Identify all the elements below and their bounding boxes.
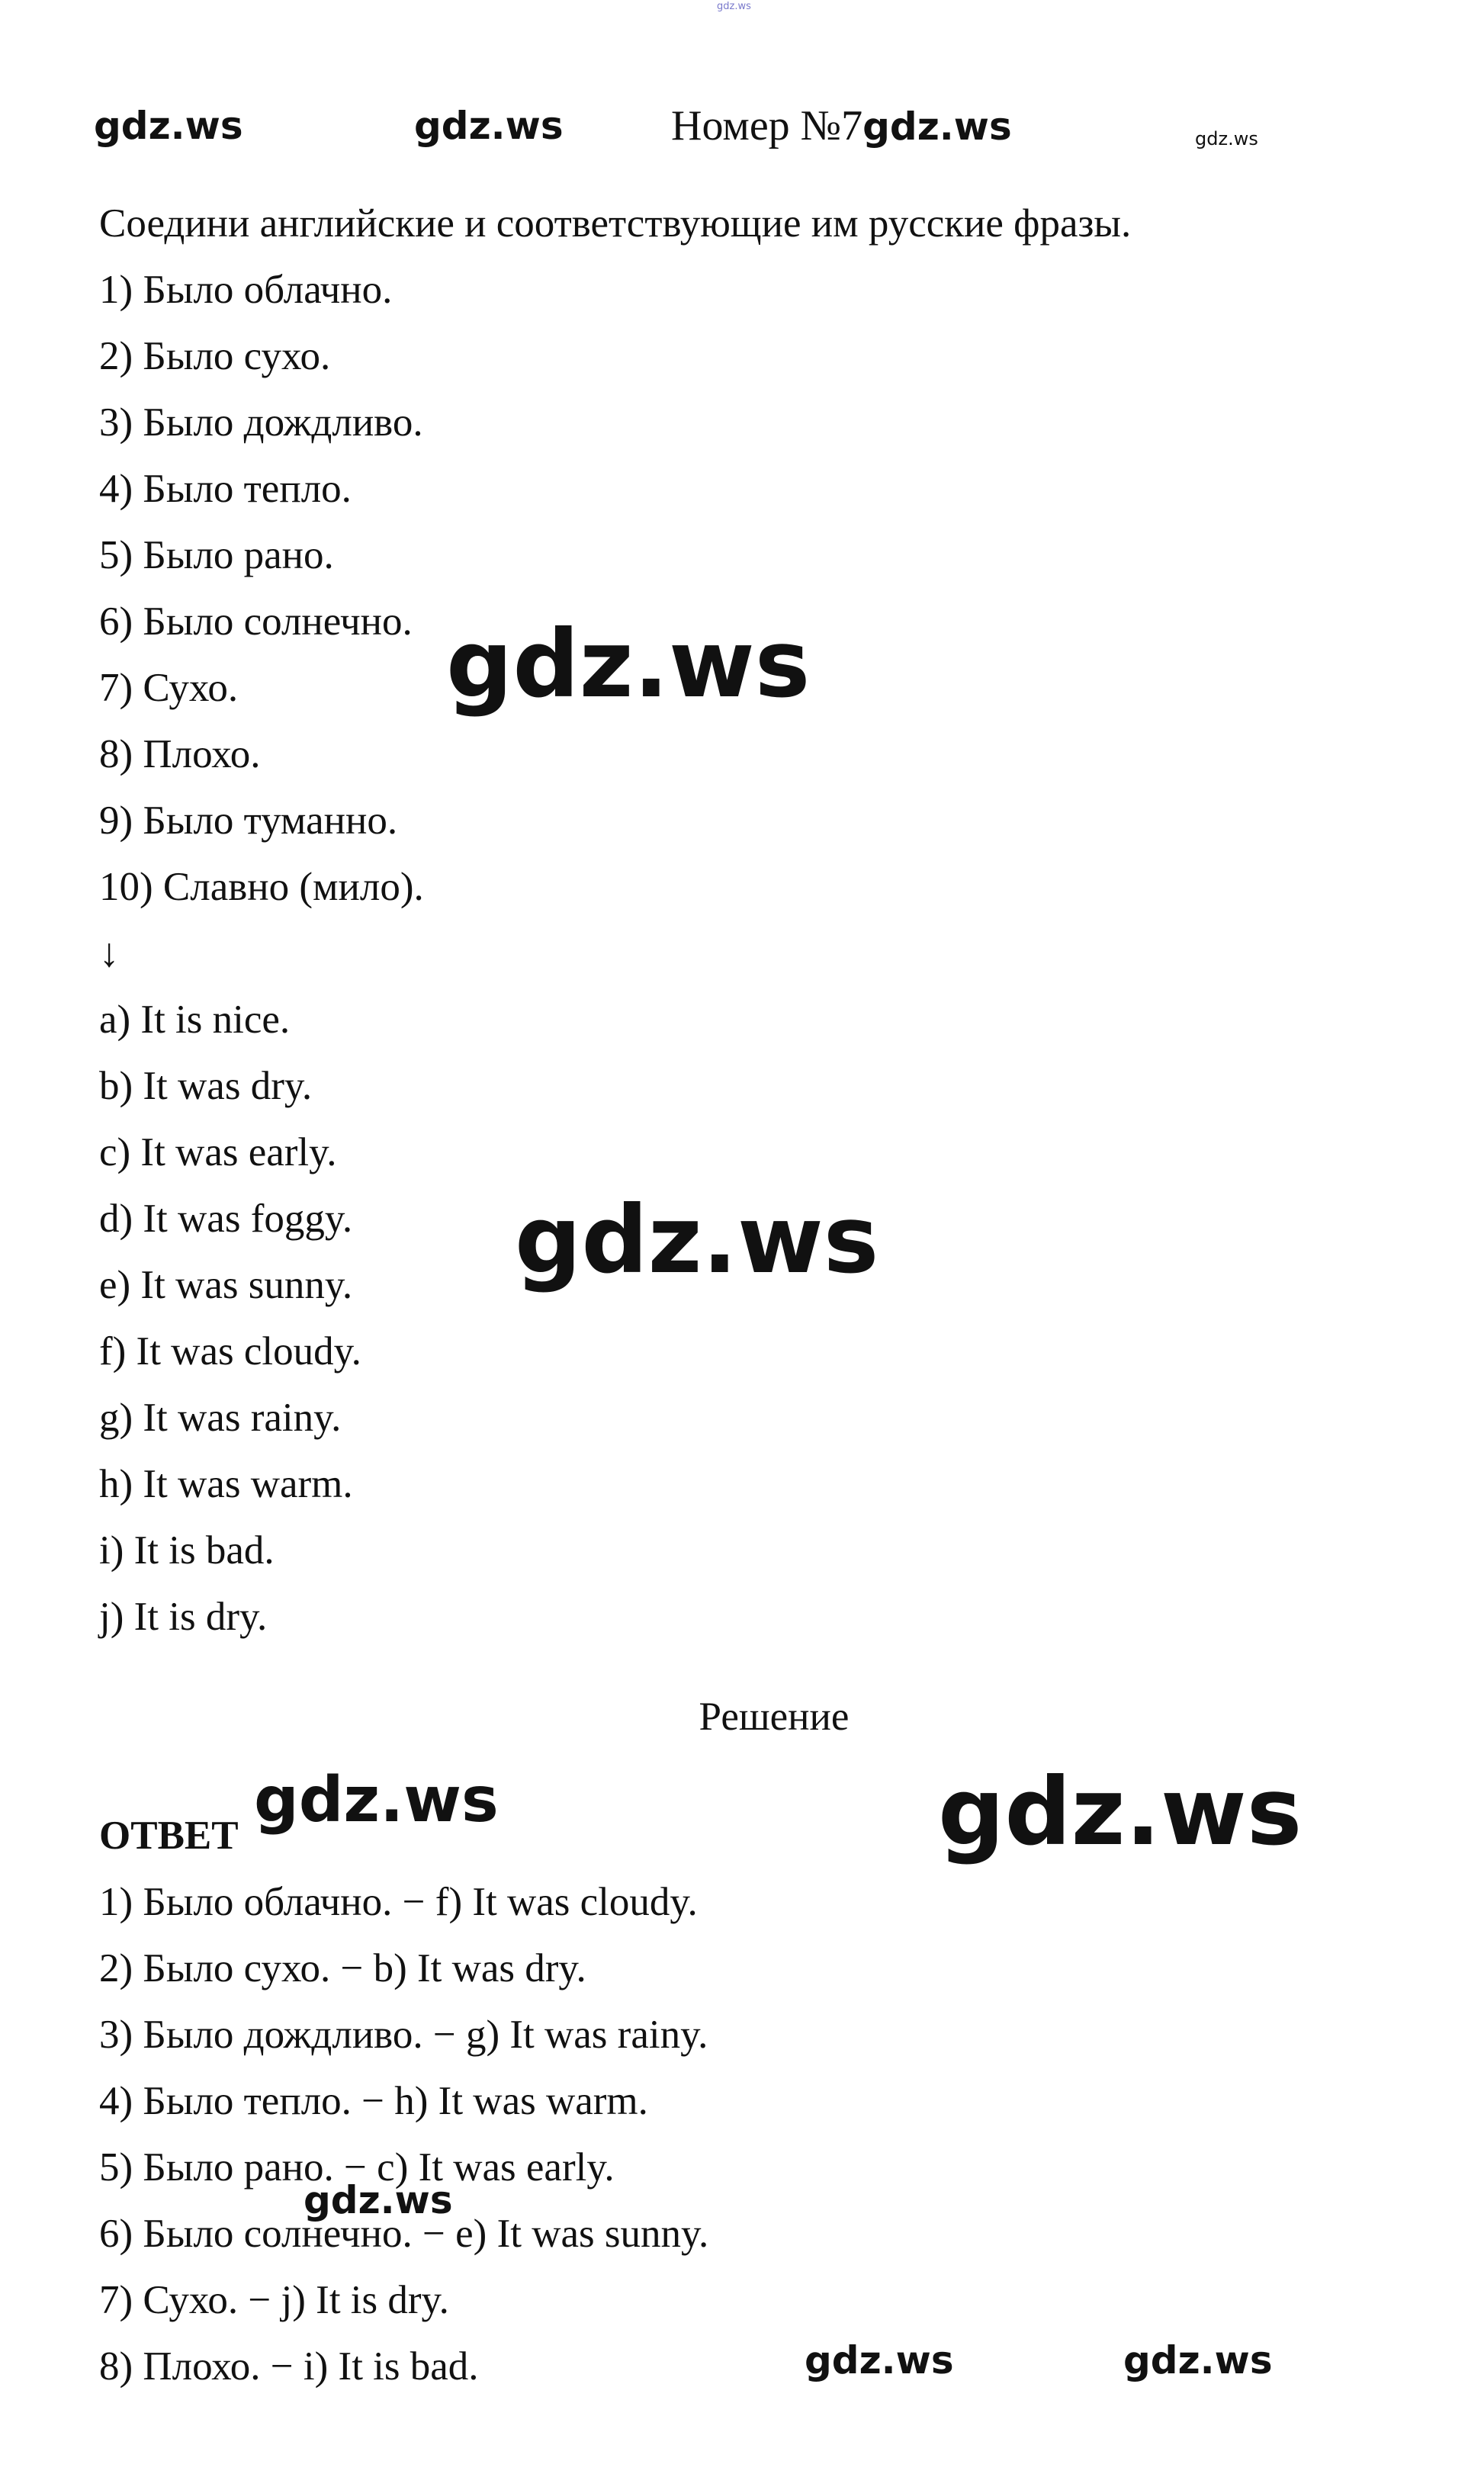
answer-line: 6) Было солнечно. − e) It was sunny. [99, 2212, 709, 2256]
russian-phrase: 7) Сухо. [99, 666, 239, 710]
watermark-top-tiny: gdz.ws [717, 1, 751, 12]
english-phrase: b) It was dry. [99, 1064, 313, 1108]
watermark-bottom-1: gdz.ws [805, 2338, 954, 2382]
answer-line: 5) Было рано. − c) It was early. [99, 2145, 615, 2190]
page-title-number: Номер №7 [671, 102, 863, 149]
watermark-bottom-2: gdz.ws [1123, 2338, 1273, 2382]
down-arrow: ↓ [99, 931, 120, 975]
answer-line: 4) Было тепло. − h) It was warm. [99, 2079, 648, 2123]
english-phrase: f) It was cloudy. [99, 1329, 361, 1374]
english-phrase: c) It was early. [99, 1130, 337, 1174]
watermark-answer-label: gdz.ws [254, 1764, 499, 1836]
english-phrase: i) It is bad. [99, 1528, 275, 1573]
answer-label: ОТВЕТ [99, 1814, 239, 1858]
english-phrase: h) It was warm. [99, 1462, 353, 1506]
russian-phrase: 8) Плохо. [99, 732, 261, 776]
page-title [671, 102, 1012, 150]
watermark-large-1: gdz.ws [446, 610, 811, 718]
english-phrase: d) It was foggy. [99, 1197, 353, 1241]
answer-line: 7) Сухо. − j) It is dry. [99, 2278, 449, 2322]
russian-phrase: 5) Было рано. [99, 533, 334, 577]
russian-phrase: 10) Славно (мило). [99, 865, 424, 909]
russian-phrase: 2) Было сухо. [99, 334, 331, 378]
english-phrase: j) It is dry. [99, 1595, 268, 1639]
russian-phrase: 4) Было тепло. [99, 467, 352, 511]
russian-phrase: 9) Было туманно. [99, 798, 398, 843]
russian-phrase: 1) Было облачно. [99, 268, 393, 312]
answer-line: 1) Было облачно. − f) It was cloudy. [99, 1880, 698, 1924]
english-phrase: g) It was rainy. [99, 1396, 342, 1440]
english-phrase: a) It is nice. [99, 998, 291, 1042]
english-phrase: e) It was sunny. [99, 1263, 353, 1307]
answer-line: 3) Было дождливо. − g) It was rainy. [99, 2013, 708, 2057]
russian-phrase: 6) Было солнечно. [99, 599, 413, 644]
watermark-large-3: gdz.ws [938, 1758, 1303, 1866]
watermark-header-1: gdz.ws [94, 104, 243, 148]
answer-line: 2) Было сухо. − b) It was dry. [99, 1946, 586, 1990]
russian-phrase: 3) Было дождливо. [99, 400, 423, 445]
watermark-header-small: gdz.ws [1195, 128, 1258, 149]
watermark-header-2: gdz.ws [414, 104, 564, 148]
answer-line: 8) Плохо. − i) It is bad. [99, 2344, 479, 2389]
task-instruction: Соедини английские и соответствующие им русские фразы. [99, 201, 1132, 246]
page-title-watermark: gdz.ws [862, 104, 1012, 149]
solution-heading: Решение [699, 1695, 850, 1739]
watermark-mid-answers: gdz.ws [304, 2178, 453, 2222]
watermark-large-2: gdz.ws [515, 1186, 879, 1294]
